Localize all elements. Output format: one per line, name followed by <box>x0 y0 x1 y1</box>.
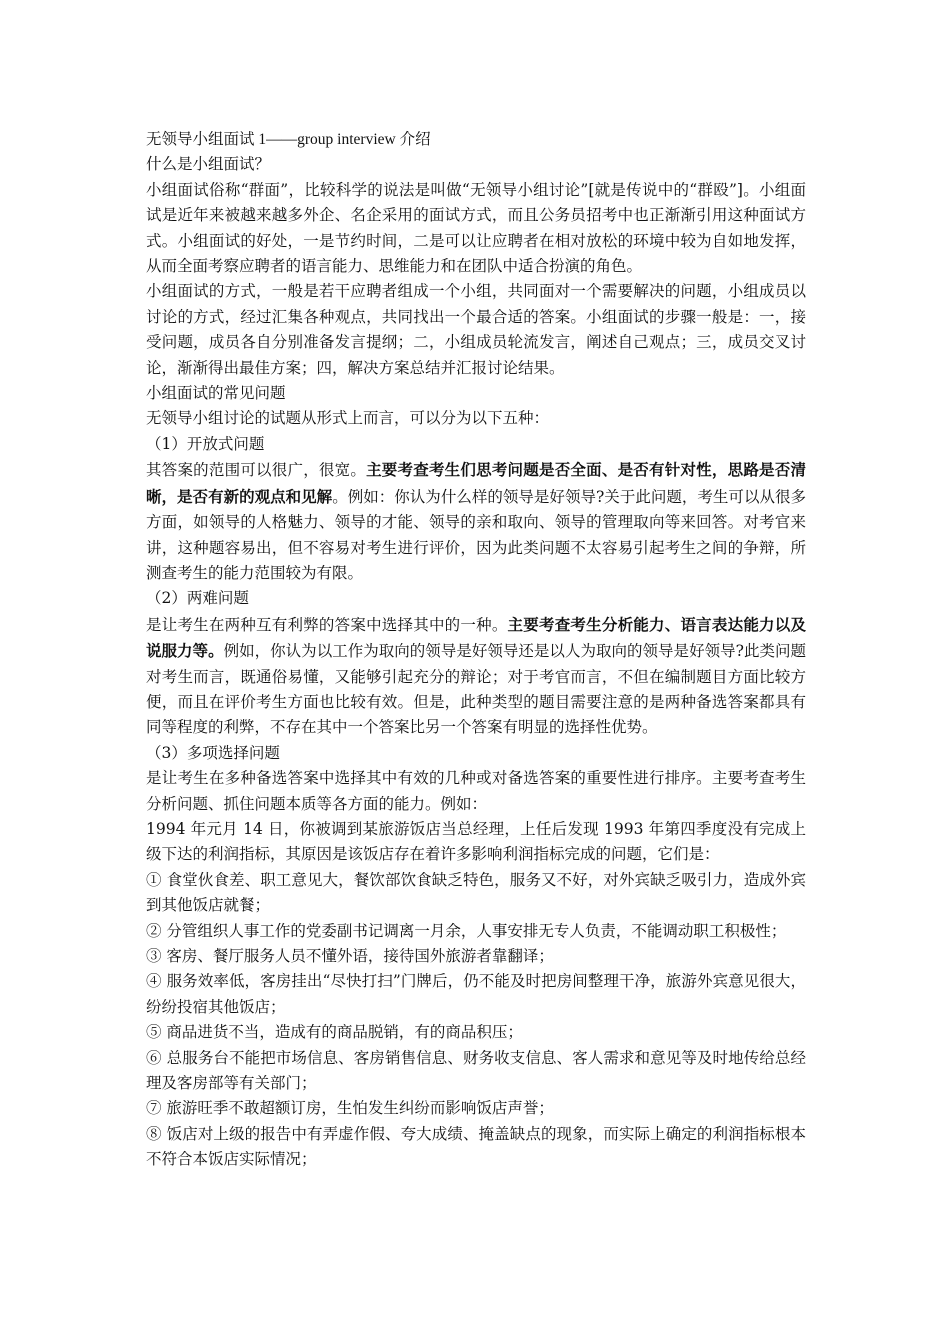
open-text-emphasis: 主要考查考生们思考问题是否全面、是否有针对性，思路是否清晰，是否有新的观点和见解 <box>146 460 806 506</box>
method-paragraph: 小组面试的方式，一般是若干应聘者组成一个小组，共同面对一个需要解决的问题，小组成员以讨论的方式，经过汇集各种观点，共同找出一个最合适的答案。小组面试的步骤一般是：一，接受问题，成员各自分别准备发言提纲；二，小组成员轮流发言，阐述自己观点；三，成员交叉讨论，渐渐得出最佳方案；四，解决方案总结并汇报讨论结果。 <box>146 282 806 377</box>
dilemma-text-emphasis: 主要考查考生分析能力、语言表达能力以及说服力等。 <box>146 614 806 661</box>
dilemma-questions-paragraph <box>146 612 806 741</box>
document-title: 无领导小组面试 1——group interview 介绍 <box>146 131 431 148</box>
intro-paragraph: 小组面试俗称“群面”，比较科学的说法是叫做“无领导小组讨论”[就是传说中的“群殴”]。小组面试是近年来被越来越多外企、名企采用的面试方式，而且公务员招考中也正渐渐引用这种面试方式。小组面试的好处，一是节约时间，二是可以让应聘者在相对放松的环境中较为自如地发挥，从而全面考察应聘者的语言能力、思维能力和在团队中适合扮演的角色。 <box>146 180 806 276</box>
dilemma-text-rest: 例如，你认为以工作为取向的领导是好领导还是以人为取向的领导是好领导?此类问题对考生而言，既通俗易懂，又能够引起充分的辩论；对于考官而言，不但在编制题目方面比较方便，而且在评价考生方面也比较有效。但是，此种类型的题目需要注意的是两种备选答案都具有同等程度的利弊，不存在其中一个答案比另一个答案有明显的选择性优势。 <box>146 642 806 737</box>
list-item: ⑧ 饭店对上级的报告中有弄虚作假、夸大成绩、掩盖缺点的现象，而实际上确定的利润指标根本不符合本饭店实际情况； <box>146 1124 806 1169</box>
subheading-multiple-choice: （3）多项选择问题 <box>146 743 280 762</box>
list-item: ⑤ 商品进货不当，造成有的商品脱销，有的商品积压； <box>146 1023 523 1042</box>
forms-paragraph: 无领导小组讨论的试题从形式上而言，可以分为以下五种： <box>146 409 550 428</box>
document-page <box>146 127 806 1173</box>
list-item: ④ 服务效率低，客房挂出“尽快打扫”门牌后，仍不能及时把房间整理干净，旅游外宾意见很大，纷纷投宿其他饭店； <box>146 972 806 1016</box>
multiple-choice-paragraph: 是让考生在多种备选答案中选择其中有效的几种或对备选答案的重要性进行排序。主要考查考生分析问题、抓住问题本质等各方面的能力。例如： <box>146 769 806 813</box>
section-heading-common-questions: 小组面试的常见问题 <box>146 384 286 403</box>
case-paragraph: 1994 年元月 14 日，你被调到某旅游饭店当总经理，上任后发现 1993 年第四季度没有完成上级下达的利润指标，其原因是该饭店存在着许多影响利润指标完成的问题，它们是： <box>146 819 806 864</box>
list-item: ③ 客房、餐厅服务人员不懂外语，接待国外旅游者靠翻译； <box>146 947 554 965</box>
list-item: ② 分管组织人事工作的党委副书记调离一月余，人事安排无专人负责，不能调动职工积极性； <box>146 921 787 940</box>
list-item: ⑥ 总服务台不能把市场信息、客房销售信息、财务收支信息、客人需求和意见等及时地传给总经理及客房部等有关部门； <box>146 1048 806 1093</box>
open-questions-paragraph <box>146 457 806 586</box>
subheading-dilemma-questions: （2）两难问题 <box>146 589 249 608</box>
open-text-rest: 。例如：你认为什么样的领导是好领导?关于此问题，考生可以从很多方面，如领导的人格魅力、领导的才能、领导的亲和取向、领导的管理取向等来回答。对考官来讲，这种题容易出，但不容易对考生进行评价，因为此类问题不太容易引起考生之间的争辩，所测查考生的能力范围较为有限。 <box>146 487 806 582</box>
list-item: ① 食堂伙食差、职工意见大，餐饮部饮食缺乏特色，服务又不好，对外宾缺乏吸引力，造成外宾到其他饭店就餐； <box>146 870 806 915</box>
dilemma-text-lead: 是让考生在两种互有利弊的答案中选择其中的一种。 <box>146 615 508 634</box>
question-heading: 什么是小组面试？ <box>146 155 271 174</box>
subheading-open-questions: （1）开放式问题 <box>146 434 265 453</box>
list-item: ⑦ 旅游旺季不敢超额订房，生怕发生纠纷而影响饭店声誉； <box>146 1099 554 1118</box>
open-text-lead: 其答案的范围可以很广，很宽。 <box>146 461 367 480</box>
